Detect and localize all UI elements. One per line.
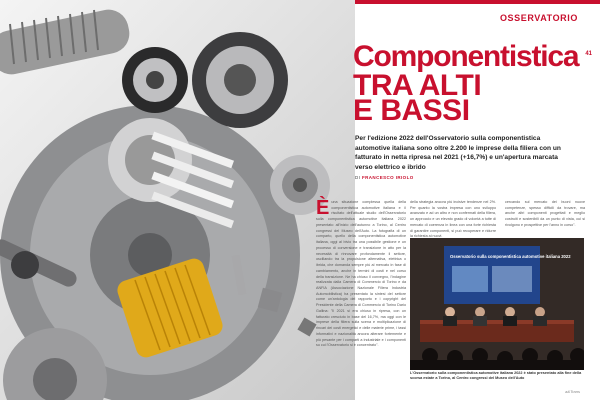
body-column-1: [316, 197, 406, 349]
headline-line-1: Componentistica: [353, 40, 579, 73]
body-column-3: cercando sul mercato dei buoni nuove competenze, spesso difficili da trovare, ma anche altri componenti progettati e meglio costruiti e sostenibili da un punto di vista, cui si rivolgono e prospettive per l'anno in corso".: [505, 200, 585, 227]
byline-prefix: DI: [355, 175, 361, 180]
page-number: 41: [585, 51, 592, 57]
body-column-1-text: una situazione complessa quella della componentistica automotive italiana e il risultato dell'attuale studio dell'Osservatorio sulla componentistica automotive italiana 2022 presentato all'inizio dell'autunno a Torino, al Centro congressi del Museo dell'Auto. La fotografia di un comparto, quello della componentistica automotive italiana, oggi al bivio tra una possibile gestione e un processo di conversione e transizione in atto per la necessità di rinnovare profondamente il settore, oscillando tra la propulsione alternativa, elettrica o ibrida, che domanda sempre più al mercato in fase di cambiamento, anche in termini di costi e nel corso della transizione. Ne ha chiuso il convegno, l'indagine realizzata dalla Camera di Commercio di Torino e da ANFIA (Associazione Nazionale Filiera Industria Automobilistica) ha presentato la sintesi del settore come un'antologia del rapporto e i copyright del Presidente della Camera di Commercio di Torino Dario Gallina: "Il 2021 si era chiuso in ripresa, con un fatturato cresciuto in base del 16,7%, ma oggi con le imprese della filiera sulla scena e moltiplicazione di rincari dei costi energetici e delle materie prime, i tassi informativi e nazionalità ancora alterare fortemente e più pesante per i comparti a industriale e i componenti su cui l'Osservatorio si è concentrato".: [316, 200, 406, 348]
photo-caption: L'Osservatorio sulla componentistica automotive italiana 2022 è stato presentato alla fine della scorsa estate a Torino, al Centro congressi del Museo dell'Auto: [410, 371, 582, 381]
headline-line-2: TRA ALTI: [353, 69, 482, 102]
slide-title: Osservatorio sulla componentistica automotive italiana 2022: [450, 254, 571, 259]
lead-paragraph: Per l'edizione 2022 dell'Osservatorio sulla componentistica automotive italiana sono oltre 2.200 le imprese della filiera con un fatturato in netta ripresa nel 2021 (+16,7%) e un'apertura marcata verso elettrico e ibrido: [355, 135, 561, 171]
body-column-2: della strategia ancora più incisive tendenze nel 2%. Per quanto la vostra impresa con uno sviluppo avanzato e ad un altro e non confermati della filiera, un approccio e un elevato grado di volontà a tutte di mercato di coerenza in linea con una forte richiesta di garantire componenti, si può recuperare e ridurre la richiesta ai nuovi.: [410, 200, 496, 239]
byline: [355, 175, 414, 180]
section-label: OSSERVATORIO: [499, 13, 578, 23]
dropcap: È: [316, 197, 330, 219]
byline-author: FRANCESCO IRIOLO: [361, 175, 414, 180]
conference-photo: [410, 238, 584, 370]
headline-line-3: E BASSI: [353, 94, 470, 127]
header-accent-bar: [355, 0, 600, 4]
publication-logo: a&Trans: [565, 389, 580, 394]
conference-photo-illustration: [410, 238, 584, 370]
